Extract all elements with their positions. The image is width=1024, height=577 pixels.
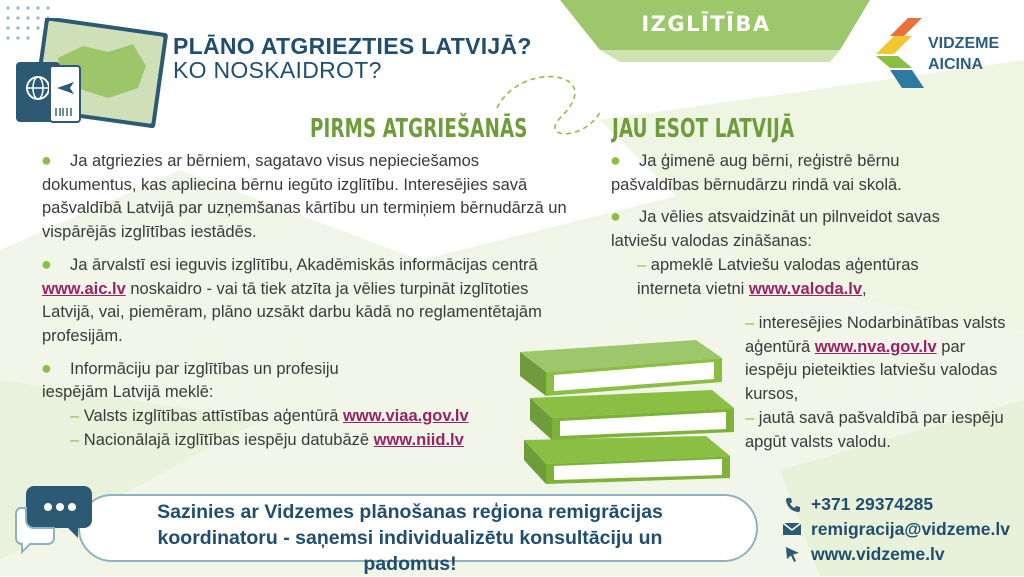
heading-before-return: PIRMS ATGRIEŠANĀS <box>310 114 528 144</box>
sub-item: – Nacionālajā izglītības iespēju datubāzē www.niid.lv <box>70 430 464 449</box>
phone-icon <box>784 496 802 514</box>
contact-email[interactable]: remigracija@vidzeme.lv <box>811 519 1010 539</box>
heading-in-latvia: JAU ESOT LATVIJĀ <box>612 114 795 144</box>
contact-web[interactable]: www.vidzeme.lv <box>811 544 945 564</box>
bullet-icon: ● <box>41 150 52 170</box>
topic-banner: IZGLĪTĪBA <box>641 12 771 36</box>
page-title: PLĀNO ATGRIEZTIES LATVIJĀ? <box>173 33 532 59</box>
right-column-lower <box>745 312 1015 454</box>
list-item: ● Ja vēlies atsvaidzināt un pilnveidot savas latviešu valodas zināšanas: <box>610 206 940 251</box>
list-item: ● Informāciju par izglītības un profesiju iespējām Latvijā meklē: <box>41 357 339 402</box>
bullet-icon: ● <box>41 357 52 378</box>
sub-item: – Valsts izglītības attīstības aģentūrā www.viaa.gov.lv <box>70 407 469 426</box>
contact-phone[interactable]: +371 29374285 <box>811 494 934 514</box>
chat-bubble-icon <box>14 476 94 556</box>
cursor-icon <box>784 545 802 563</box>
left-column <box>42 150 572 452</box>
right-column <box>611 150 1011 301</box>
bullet-icon: ● <box>610 206 621 227</box>
sub-item: – interesējies Nodarbinātības valsts aģentūrā www.nva.gov.lv par iespēju pieteikties latviešu valodas kursos, <box>745 314 1006 404</box>
contact-cta-text: Sazinies ar Vidzemes plānošanas reģiona remigrācijas koordinatoru - saņemsi individualizētu konsultāciju un padomus! <box>157 501 663 575</box>
link-aic[interactable]: www.aic.lv <box>42 279 126 298</box>
sub-item: – apmeklē Latviešu valodas aģentūras interneta vietni www.valoda.lv, <box>637 255 919 298</box>
ticket-icon <box>48 64 84 126</box>
list-item: ● Ja ģimenē aug bērni, reģistrē bērnu pašvaldības bērnudārzu rindā vai skolā. <box>610 150 902 194</box>
logo-text: VIDZEME AICINA <box>928 35 1000 73</box>
link-nva[interactable]: www.nva.gov.lv <box>814 337 937 356</box>
sub-item: – jautā savā pašvaldībā par iespēju apgūt valsts valodu. <box>745 408 1004 451</box>
bullet-icon: ● <box>610 150 621 170</box>
link-viaa[interactable]: www.viaa.gov.lv <box>343 407 469 426</box>
list-item: ● Ja atgriezies ar bērniem, sagatavo visus nepieciešamos dokumentus, kas apliecina bērnu iegūto izglītību. Interesējies savā pašvaldībā Latvijā par uzņemšanas kārtību un termiņiem bērnudārzā un vispārējās izglītības iestādēs. <box>41 150 567 242</box>
link-niid[interactable]: www.niid.lv <box>373 430 464 449</box>
logo-chevrons-icon <box>868 16 926 90</box>
books-icon <box>516 318 740 486</box>
bullet-icon: ● <box>41 253 52 274</box>
page-subtitle: KO NOSKAIDROT? <box>173 57 382 83</box>
email-icon <box>782 521 802 537</box>
link-valoda[interactable]: www.valoda.lv <box>748 279 862 298</box>
list-item: ● Ja ārvalstī esi ieguvis izglītību, Akadēmiskās informācijas centrā www.aic.lv noskaidro - vai tā tiek atzīta ja vēlies turpināt izglītoties Latvijā, vai, piemēram, plāno uzsākt darbu kādā no reglamentētajām profesijām. <box>41 253 542 345</box>
